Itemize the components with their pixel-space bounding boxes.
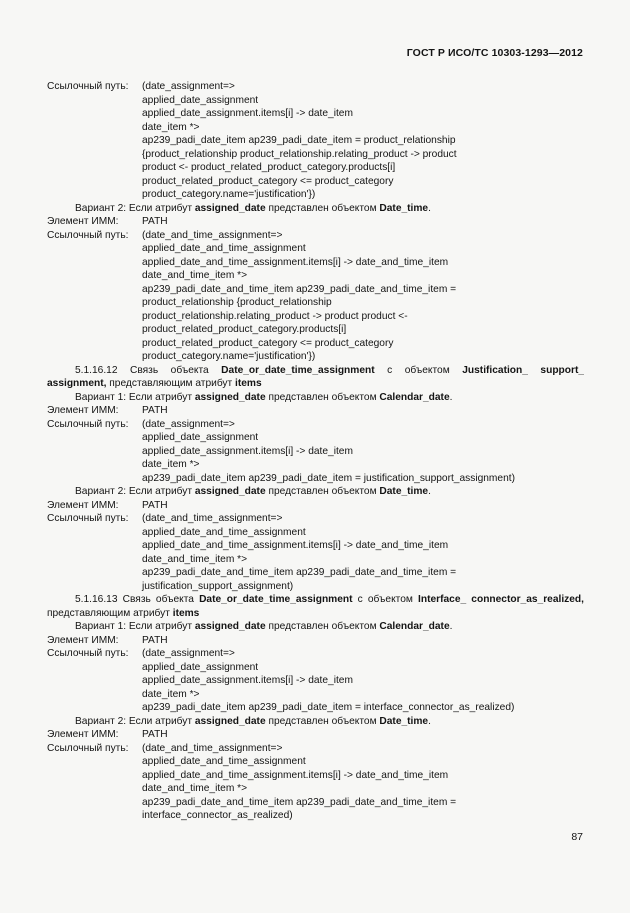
reference-path-line: applied_date_assignment: [142, 94, 259, 106]
reference-path-label: Ссылочный путь:: [47, 418, 129, 430]
reference-path-row: [47, 742, 584, 756]
reference-path-line: applied_date_and_time_assignment.items[i] -> date_and_time_item: [142, 540, 449, 551]
reference-path-line: product_relationship {product_relationship: [142, 297, 332, 308]
reference-path-line: product_related_product_category.products[i]: [142, 324, 347, 335]
reference-path-line: applied_date_and_time_assignment.items[i] -> date_and_time_item: [142, 769, 449, 781]
reference-path-label: Ссылочный путь:: [47, 648, 129, 659]
variant-text: .: [449, 391, 453, 403]
reference-path-line: (date_assignment=>: [142, 648, 235, 659]
variant-attribute: assigned_date: [194, 486, 266, 497]
section-object: assignment,: [47, 378, 107, 389]
variant-text: Вариант 1: Если атрибут: [75, 391, 195, 403]
variant-text: представлен объектом: [265, 391, 380, 403]
section-number: 5.1.16.12: [75, 364, 118, 376]
section-number: 5.1.16.13: [75, 594, 118, 605]
reference-path-label: Ссылочный путь:: [47, 513, 129, 524]
reference-path-line: (date_and_time_assignment=>: [142, 742, 283, 754]
document-header: ГОСТ Р ИСО/ТС 10303-1293—2012: [406, 47, 583, 59]
section-text: с объектом: [374, 364, 463, 376]
variant-paragraph: [47, 202, 584, 216]
section-text: с объектом: [352, 594, 419, 605]
reference-path-row: [47, 647, 584, 661]
reference-path-line: applied_date_assignment: [142, 661, 259, 673]
reference-path-row: [47, 229, 584, 243]
reference-path-line: {product_relationship product_relationship.relating_product -> product: [142, 148, 457, 160]
page-number: 87: [571, 831, 583, 843]
element-imm-label: Элемент ИММ:: [47, 216, 119, 227]
variant-paragraph: [47, 485, 584, 499]
reference-path-line: (date_assignment=>: [142, 81, 235, 92]
reference-path-line: (date_and_time_assignment=>: [142, 229, 283, 241]
reference-path-line: applied_date_assignment.items[i] -> date_item: [142, 445, 353, 457]
reference-path-line: applied_date_and_time_assignment: [142, 526, 306, 538]
document-body: [47, 80, 584, 823]
variant-text: представлен объектом: [265, 486, 380, 497]
section-heading-line: [47, 377, 584, 391]
element-imm-row: [47, 215, 584, 229]
section-object: Justification_ support_: [462, 364, 584, 376]
reference-path-line: date_item *>: [142, 459, 200, 470]
variant-text: представлен объектом: [265, 715, 380, 727]
reference-path-line: interface_connector_as_realized): [142, 810, 293, 821]
element-imm-label: Элемент ИММ:: [47, 634, 119, 646]
variant-text: Вариант 1: Если атрибут: [75, 621, 195, 632]
element-imm-row: [47, 499, 584, 513]
element-imm-value: PATH: [142, 729, 168, 740]
reference-path-label: Ссылочный путь:: [47, 742, 129, 754]
variant-paragraph: [47, 715, 584, 729]
reference-path-line: ap239_padi_date_item ap239_padi_date_item = interface_connector_as_realized): [142, 702, 515, 713]
section-text: представляющим атрибут: [106, 378, 236, 389]
reference-path-line: date_item *>: [142, 121, 200, 133]
reference-path-line: applied_date_assignment: [142, 432, 259, 443]
variant-object: Date_time: [379, 202, 429, 214]
section-heading-line: [47, 593, 584, 607]
element-imm-value: PATH: [142, 216, 168, 227]
variant-text: Вариант 2: Если атрибут: [75, 486, 195, 497]
variant-text: .: [428, 486, 431, 497]
variant-object: Date_time: [379, 486, 429, 497]
section-attribute: items: [235, 378, 262, 389]
reference-path-line: product_relationship.relating_product -> product product <-: [142, 310, 408, 322]
section-text: Связь объекта: [117, 594, 200, 605]
variant-attribute: assigned_date: [194, 391, 266, 403]
variant-object: Date_time: [379, 715, 429, 727]
variant-text: представлен объектом: [265, 202, 380, 214]
element-imm-value: PATH: [142, 405, 168, 416]
variant-text: .: [449, 621, 453, 632]
reference-path-line: date_and_time_item *>: [142, 783, 248, 794]
section-heading-line: [47, 364, 584, 378]
section-text: Связь объекта: [117, 364, 222, 376]
element-imm-value: PATH: [142, 634, 168, 646]
element-imm-label: Элемент ИММ:: [47, 729, 119, 740]
variant-object: Calendar_date: [379, 391, 450, 403]
reference-path-line: justification_support_assignment): [142, 580, 294, 592]
reference-path-line: ap239_padi_date_and_time_item ap239_padi_date_and_time_item =: [142, 283, 457, 295]
reference-path-line: product_category.name='justification'}): [142, 351, 316, 362]
variant-paragraph: [47, 391, 584, 405]
element-imm-row: [47, 404, 584, 418]
variant-attribute: assigned_date: [194, 202, 266, 214]
reference-path-line: ap239_padi_date_and_time_item ap239_padi_date_and_time_item =: [142, 567, 457, 578]
section-heading-line: [47, 607, 584, 621]
reference-path-line: applied_date_assignment.items[i] -> date_item: [142, 108, 353, 119]
reference-path-line: product_category.name='justification'}): [142, 189, 316, 200]
reference-path-line: ap239_padi_date_item ap239_padi_date_item = product_relationship: [142, 135, 456, 146]
reference-path-line: (date_and_time_assignment=>: [142, 513, 283, 524]
reference-path-line: date_and_time_item *>: [142, 270, 248, 281]
reference-path-line: applied_date_and_time_assignment.items[i] -> date_and_time_item: [142, 256, 449, 268]
reference-path-line: applied_date_and_time_assignment: [142, 243, 306, 254]
variant-object: Calendar_date: [379, 621, 450, 632]
reference-path-line: product <- product_related_product_category.products[i]: [142, 162, 396, 173]
reference-path-line: product_related_product_category <= product_category: [142, 175, 394, 187]
element-imm-label: Элемент ИММ:: [47, 499, 119, 511]
element-imm-row: [47, 634, 584, 648]
variant-text: .: [428, 715, 431, 727]
reference-path-line: (date_assignment=>: [142, 418, 235, 430]
element-imm-row: [47, 728, 584, 742]
reference-path-line: ap239_padi_date_and_time_item ap239_padi_date_and_time_item =: [142, 796, 457, 808]
element-imm-label: Элемент ИММ:: [47, 405, 119, 416]
variant-text: .: [428, 202, 431, 214]
section-text: представляющим атрибут: [47, 607, 173, 619]
reference-path-line: applied_date_assignment.items[i] -> date_item: [142, 675, 353, 686]
variant-paragraph: [47, 620, 584, 634]
variant-text: Вариант 2: Если атрибут: [75, 715, 195, 727]
reference-path-line: product_related_product_category <= product_category: [142, 337, 394, 349]
variant-attribute: assigned_date: [194, 621, 266, 632]
reference-path-line: date_item *>: [142, 688, 200, 700]
reference-path-label: Ссылочный путь:: [47, 81, 129, 92]
variant-text: Вариант 2: Если атрибут: [75, 202, 195, 214]
section-object: Date_or_date_time_assignment: [221, 364, 375, 376]
section-object: Date_or_date_time_assignment: [199, 594, 353, 605]
section-object: Interface_ connector_as_realized,: [418, 594, 584, 605]
variant-text: представлен объектом: [265, 621, 380, 632]
variant-attribute: assigned_date: [194, 715, 266, 727]
reference-path-label: Ссылочный путь:: [47, 229, 129, 241]
reference-path-line: applied_date_and_time_assignment: [142, 756, 306, 767]
reference-path-line: ap239_padi_date_item ap239_padi_date_item = justification_support_assignment): [142, 472, 515, 484]
reference-path-line: date_and_time_item *>: [142, 553, 248, 565]
reference-path-row: [47, 80, 584, 94]
reference-path-row: [47, 512, 584, 526]
reference-path-row: [47, 418, 584, 432]
section-attribute: items: [172, 607, 200, 619]
element-imm-value: PATH: [142, 499, 168, 511]
